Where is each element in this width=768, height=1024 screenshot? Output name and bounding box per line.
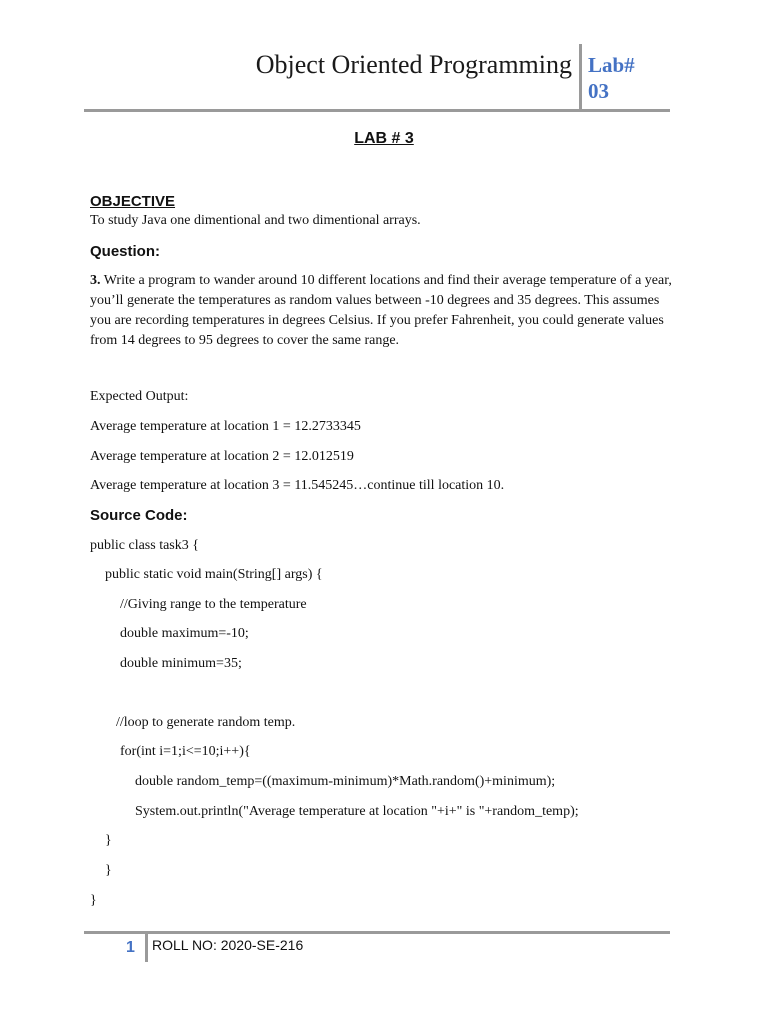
expected-output-label: Expected Output: — [90, 389, 189, 404]
code-line: //loop to generate random temp. — [116, 715, 296, 730]
code-line: } — [105, 833, 112, 848]
code-line: public class task3 { — [90, 538, 199, 553]
code-line: System.out.println("Average temperature at location "+i+" is "+random_temp); — [135, 804, 579, 819]
header-title: Object Oriented Programming — [255, 50, 572, 79]
header-divider — [579, 44, 582, 110]
source-code-heading: Source Code: — [90, 507, 188, 524]
expected-output-line: Average temperature at location 2 = 12.012519 — [90, 449, 354, 464]
question-text: Write a program to wander around 10 different locations and find their average temperature of a year, you’ll generate the temperatures as random values between -10 degrees and 35 degrees. This assumes you are recording temperatures in degrees Celsius. If you prefer Fahrenheit, you could generate values from 14 degrees to 95 degrees to cover the same range. — [90, 273, 672, 348]
expected-output-line: Average temperature at location 3 = 11.545245…continue till location 10. — [90, 478, 505, 493]
footer-page-number: 1 — [126, 939, 135, 956]
objective-heading: OBJECTIVE — [90, 193, 176, 210]
lab-heading: LAB # 3 — [354, 130, 414, 147]
expected-output-line: Average temperature at location 1 = 12.2733345 — [90, 419, 361, 434]
header-lab-label: Lab# — [588, 53, 635, 77]
objective-text: To study Java one dimentional and two dimentional arrays. — [90, 213, 421, 228]
code-line: double minimum=35; — [120, 656, 242, 671]
question-heading: Question: — [90, 243, 160, 260]
code-line: } — [105, 863, 112, 878]
footer-divider — [145, 932, 148, 962]
code-line: } — [90, 893, 97, 908]
code-line: public static void main(String[] args) { — [105, 567, 323, 582]
footer-rule — [84, 931, 670, 934]
code-line: double random_temp=((maximum-minimum)*Math.random()+minimum); — [135, 774, 556, 789]
code-line: //Giving range to the temperature — [120, 597, 307, 612]
code-line: for(int i=1;i<=10;i++){ — [120, 744, 251, 759]
code-line: double maximum=-10; — [120, 626, 249, 641]
header-rule — [84, 109, 670, 112]
question-number: 3. — [90, 273, 101, 288]
header-lab-value: 03 — [588, 79, 609, 103]
header-lab-number — [588, 52, 668, 104]
footer-roll-no: ROLL NO: 2020-SE-216 — [152, 937, 304, 953]
question-paragraph — [90, 271, 682, 351]
